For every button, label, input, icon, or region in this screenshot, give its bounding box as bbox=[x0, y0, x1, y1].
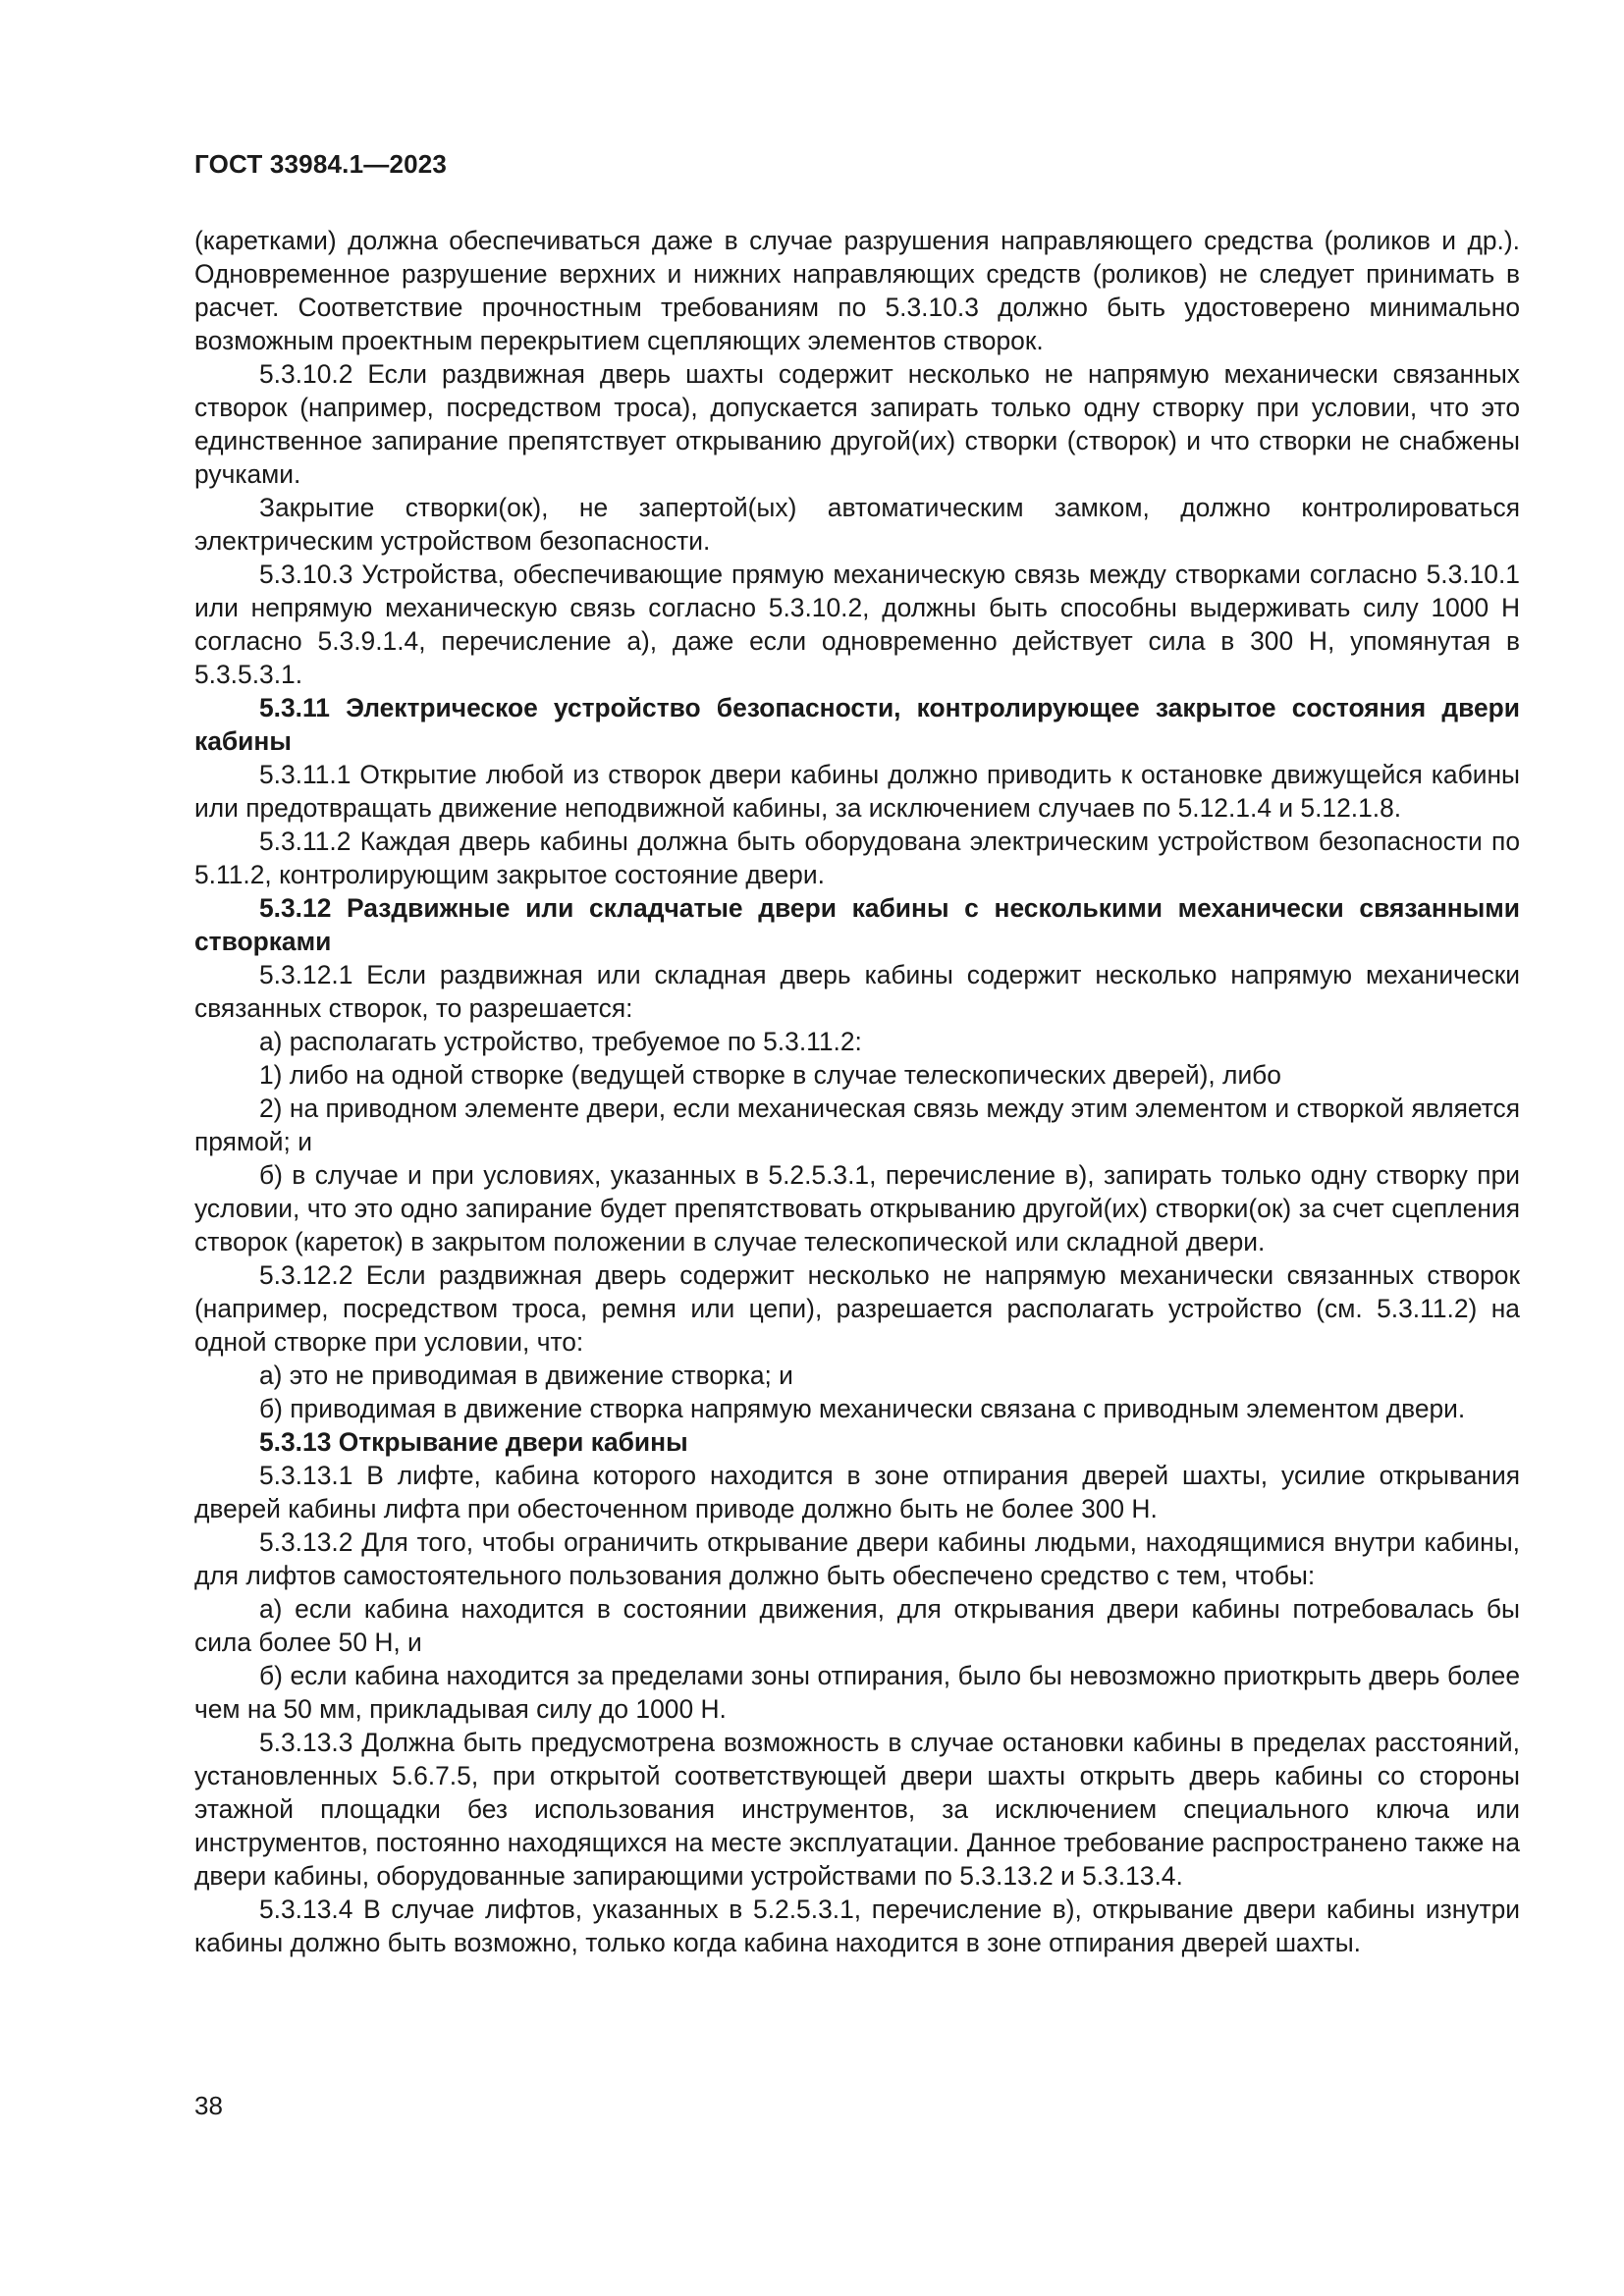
document-body bbox=[194, 224, 1520, 1959]
paragraph: а) располагать устройство, требуемое по 5.3.11.2: bbox=[259, 1027, 862, 1056]
paragraph: а) если кабина находится в состоянии движения, для открывания двери кабины потребовалась бы сила более 50 Н, и bbox=[194, 1594, 1520, 1657]
paragraph: б) приводимая в движение створка напрямую механически связана с приводным элементом двери. bbox=[259, 1394, 1466, 1423]
paragraph: 5.3.13.4 В случае лифтов, указанных в 5.2.5.3.1, перечисление в), открывание двери кабины изнутри кабины должно быть возможно, только когда кабина находится в зоне отпирания дверей шахты. bbox=[194, 1895, 1520, 1957]
paragraph: 2) на приводном элементе двери, если механическая связь между этим элементом и створкой является прямой; и bbox=[194, 1094, 1520, 1156]
document-header: ГОСТ 33984.1—2023 bbox=[194, 149, 448, 179]
paragraph: 5.3.12.1 Если раздвижная или складная дверь кабины содержит несколько напрямую механически связанных створок, то разрешается: bbox=[194, 960, 1520, 1023]
paragraph: (каретками) должна обеспечиваться даже в случае разрушения направляющего средства (роликов и др.). Одновременное разрушение верхних и нижних направляющих средств (роликов) не следует принимать в расчет. Соответствие прочностным требованиям по 5.3.10.3 должно быть удостоверено минимально возможным проектным перекрытием сцепляющих элементов створок. bbox=[194, 226, 1520, 355]
section-heading: 5.3.13 Открывание двери кабины bbox=[259, 1427, 688, 1457]
section-heading: 5.3.11 Электрическое устройство безопасности, контролирующее закрытое состояния двери кабины bbox=[194, 693, 1520, 756]
paragraph: 5.3.13.1 В лифте, кабина которого находится в зоне отпирания дверей шахты, усилие открывания дверей кабины лифта при обесточенном приводе должно быть не более 300 Н. bbox=[194, 1461, 1520, 1523]
page-number: 38 bbox=[194, 2091, 223, 2120]
paragraph: Закрытие створки(ок), не запертой(ых) автоматическим замком, должно контролироваться электрическим устройством безопасности. bbox=[194, 493, 1520, 556]
paragraph: 5.3.10.2 Если раздвижная дверь шахты содержит несколько не напрямую механически связанных створок (например, посредством троса), допускается запирать только одну створку при условии, что это единственное запирание препятствует открыванию другой(их) створки (створок) и что створки не снабжены ручками. bbox=[194, 359, 1520, 489]
paragraph: 1) либо на одной створке (ведущей створке в случае телескопических дверей), либо bbox=[259, 1060, 1281, 1090]
paragraph: 5.3.13.2 Для того, чтобы ограничить открывание двери кабины людьми, находящимися внутри кабины, для лифтов самостоятельного пользования должно быть обеспечено средство с тем, чтобы: bbox=[194, 1527, 1520, 1590]
paragraph: 5.3.10.3 Устройства, обеспечивающие прямую механическую связь между створками согласно 5.3.10.1 или непрямую механическую связь согласно 5.3.10.2, должны быть способны выдерживать силу 1000 Н согласно 5.3.9.1.4, перечисление а), даже если одновременно действует сила в 300 Н, упомянутая в 5.3.5.3.1. bbox=[194, 560, 1520, 689]
section-heading: 5.3.12 Раздвижные или складчатые двери кабины с несколькими механически связанными створками bbox=[194, 893, 1520, 956]
paragraph: а) это не приводимая в движение створка; и bbox=[259, 1361, 793, 1390]
paragraph: 5.3.11.2 Каждая дверь кабины должна быть оборудована электрическим устройством безопасности по 5.11.2, контролирующим закрытое состояние двери. bbox=[194, 827, 1520, 889]
paragraph: 5.3.12.2 Если раздвижная дверь содержит несколько не напрямую механически связанных створок (например, посредством троса, ремня или цепи), разрешается располагать устройство (см. 5.3.11.2) на одной створке при условии, что: bbox=[194, 1260, 1520, 1357]
paragraph: 5.3.11.1 Открытие любой из створок двери кабины должно приводить к остановке движущейся кабины или предотвращать движение неподвижной кабины, за исключением случаев по 5.12.1.4 и 5.12.1.8. bbox=[194, 760, 1520, 823]
paragraph: 5.3.13.3 Должна быть предусмотрена возможность в случае остановки кабины в пределах расстояний, установленных 5.6.7.5, при открытой соответствующей двери шахты открыть дверь кабины со стороны этажной площадки без использования инструментов, за исключением специального ключа или инструментов, постоянно находящихся на месте эксплуатации. Данное требование распространено также на двери кабины, оборудованные запирающими устройствами по 5.3.13.2 и 5.3.13.4. bbox=[194, 1728, 1520, 1891]
paragraph: б) если кабина находится за пределами зоны отпирания, было бы невозможно приоткрыть дверь более чем на 50 мм, прикладывая силу до 1000 Н. bbox=[194, 1661, 1520, 1724]
paragraph: б) в случае и при условиях, указанных в 5.2.5.3.1, перечисление в), запирать только одну створку при условии, что это одно запирание будет препятствовать открыванию другой(их) створки(ок) за счет сцепления створок (кареток) в закрытом положении в случае телескопической или складной двери. bbox=[194, 1160, 1520, 1256]
